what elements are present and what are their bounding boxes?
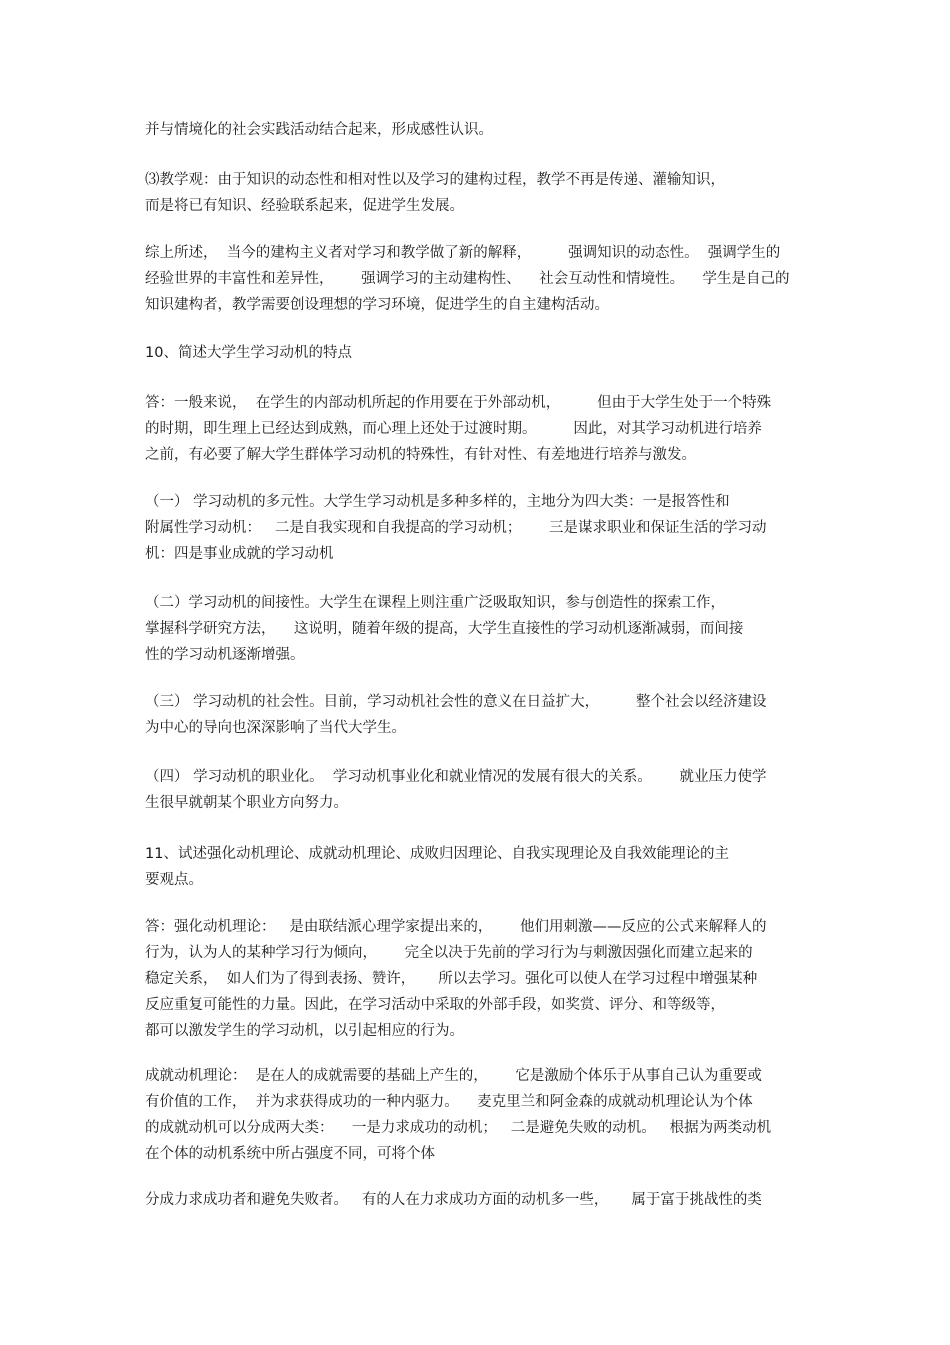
text-line: 之前，有必要了解大学生群体学习动机的特殊性，有针对性、有差地进行培养与激发。 (145, 447, 696, 463)
paragraph-2 (145, 167, 825, 219)
paragraph-1 (145, 117, 825, 143)
text-line: 的成就动机可以分成两大类： 一是力求成功的动机； 二是避免失败的动机。 根据为两类动机 (145, 1120, 772, 1136)
paragraph-point-4 (145, 764, 825, 816)
text-line: （一） 学习动机的多元性。大学生学习动机是多种多样的，主地分为四大类：一是报答性和 (145, 494, 730, 510)
text-line: 经验世界的丰富性和差异性， 强调学习的主动建构性、 社会互动性和情境性。 学生是自己的 (145, 271, 790, 287)
text-line: 机：四是事业成就的学习动机 (145, 546, 334, 562)
text-line: 生很早就朝某个职业方向努力。 (145, 795, 348, 811)
text-line: 要观点。 (145, 872, 203, 888)
text-line: 为中心的导向也深深影响了当代大学生。 (145, 720, 406, 736)
text-line: 稳定关系， 如人们为了得到表扬、赞许， 所以去学习。强化可以使人在学习过程中增强某种 (145, 971, 758, 987)
text-line: 知识建构者，教学需要创设理想的学习环境，促进学生的自主建构活动。 (145, 297, 609, 313)
text-line: 行为，认为人的某种学习行为倾向， 完全以决于先前的学习行为与刺激因强化而建立起来的 (145, 945, 753, 961)
text-line: （四） 学习动机的职业化。 学习动机事业化和就业情况的发展有很大的关系。 就业压力使学 (145, 769, 767, 785)
text-line: 掌握科学研究方法， 这说明，随着年级的提高，大学生直接性的学习动机逐渐减弱，而间接 (145, 621, 744, 637)
text-line: （二）学习动机的间接性。大学生在课程上则注重广泛吸取知识，参与创造性的探索工作， (145, 595, 725, 611)
text-line: 11、试述强化动机理论、成就动机理论、成败归因理论、自我实现理论及自我效能理论的主 (145, 846, 729, 862)
text-line: 答：一般来说， 在学生的内部动机所起的作用要在于外部动机， 但由于大学生处于一个特殊 (145, 395, 772, 411)
paragraph-point-2 (145, 590, 825, 668)
paragraph-achievement (145, 1063, 825, 1167)
text-line: 在个体的动机系统中所占强度不同，可将个体 (145, 1146, 435, 1162)
paragraph-point-3 (145, 689, 825, 741)
text-line: 综上所述， 当今的建构主义者对学习和教学做了新的解释， 强调知识的动态性。 强调学生的 (145, 245, 781, 261)
paragraph-answer-11 (145, 914, 825, 1044)
paragraph-answer-10 (145, 390, 825, 468)
question-11-heading (145, 841, 825, 893)
text-line: 答：强化动机理论： 是由联结派心理学家提出来的， 他们用刺激——反应的公式来解释人的 (145, 919, 767, 935)
text-line: 都可以激发学生的学习动机，以引起相应的行为。 (145, 1023, 464, 1039)
text-line: 性的学习动机逐渐增强。 (145, 647, 305, 663)
paragraph-point-1 (145, 489, 825, 567)
text-line: 分成力求成功者和避免失败者。 有的人在力求成功方面的动机多一些， 属于富于挑战性的类 (145, 1192, 762, 1208)
text-line: 的时期，即生理上已经达到成熟，而心理上还处于过渡时期。 因此，对其学习动机进行培养 (145, 421, 762, 437)
paragraph-final (145, 1187, 825, 1213)
text-line: 而是将已有知识、经验联系起来，促进学生发展。 (145, 198, 464, 214)
text-line: 反应重复可能性的力量。因此，在学习活动中采取的外部手段，如奖赏、评分、和等级等， (145, 997, 725, 1013)
text-line: 成就动机理论： 是在人的成就需要的基础上产生的， 它是激励个体乐于从事自己认为重要或 (145, 1068, 762, 1084)
text-line: 并与情境化的社会实践活动结合起来，形成感性认识。 (145, 122, 493, 138)
text-line: （三） 学习动机的社会性。目前，学习动机社会性的意义在日益扩大， 整个社会以经济建设 (145, 694, 767, 710)
text-line: 10、简述大学生学习动机的特点 (145, 345, 352, 361)
paragraph-3 (145, 240, 825, 318)
text-line: 有价值的工作， 并为求获得成功的一种内驱力。 麦克里兰和阿金森的成就动机理论认为个体 (145, 1094, 753, 1110)
text-line: ⑶教学观：由于知识的动态性和相对性以及学习的建构过程，教学不再是传递、灌输知识， (145, 172, 725, 188)
question-10-heading (145, 340, 825, 366)
text-line: 附属性学习动机： 二是自我实现和自我提高的学习动机； 三是谋求职业和保证生活的学习动 (145, 520, 767, 536)
